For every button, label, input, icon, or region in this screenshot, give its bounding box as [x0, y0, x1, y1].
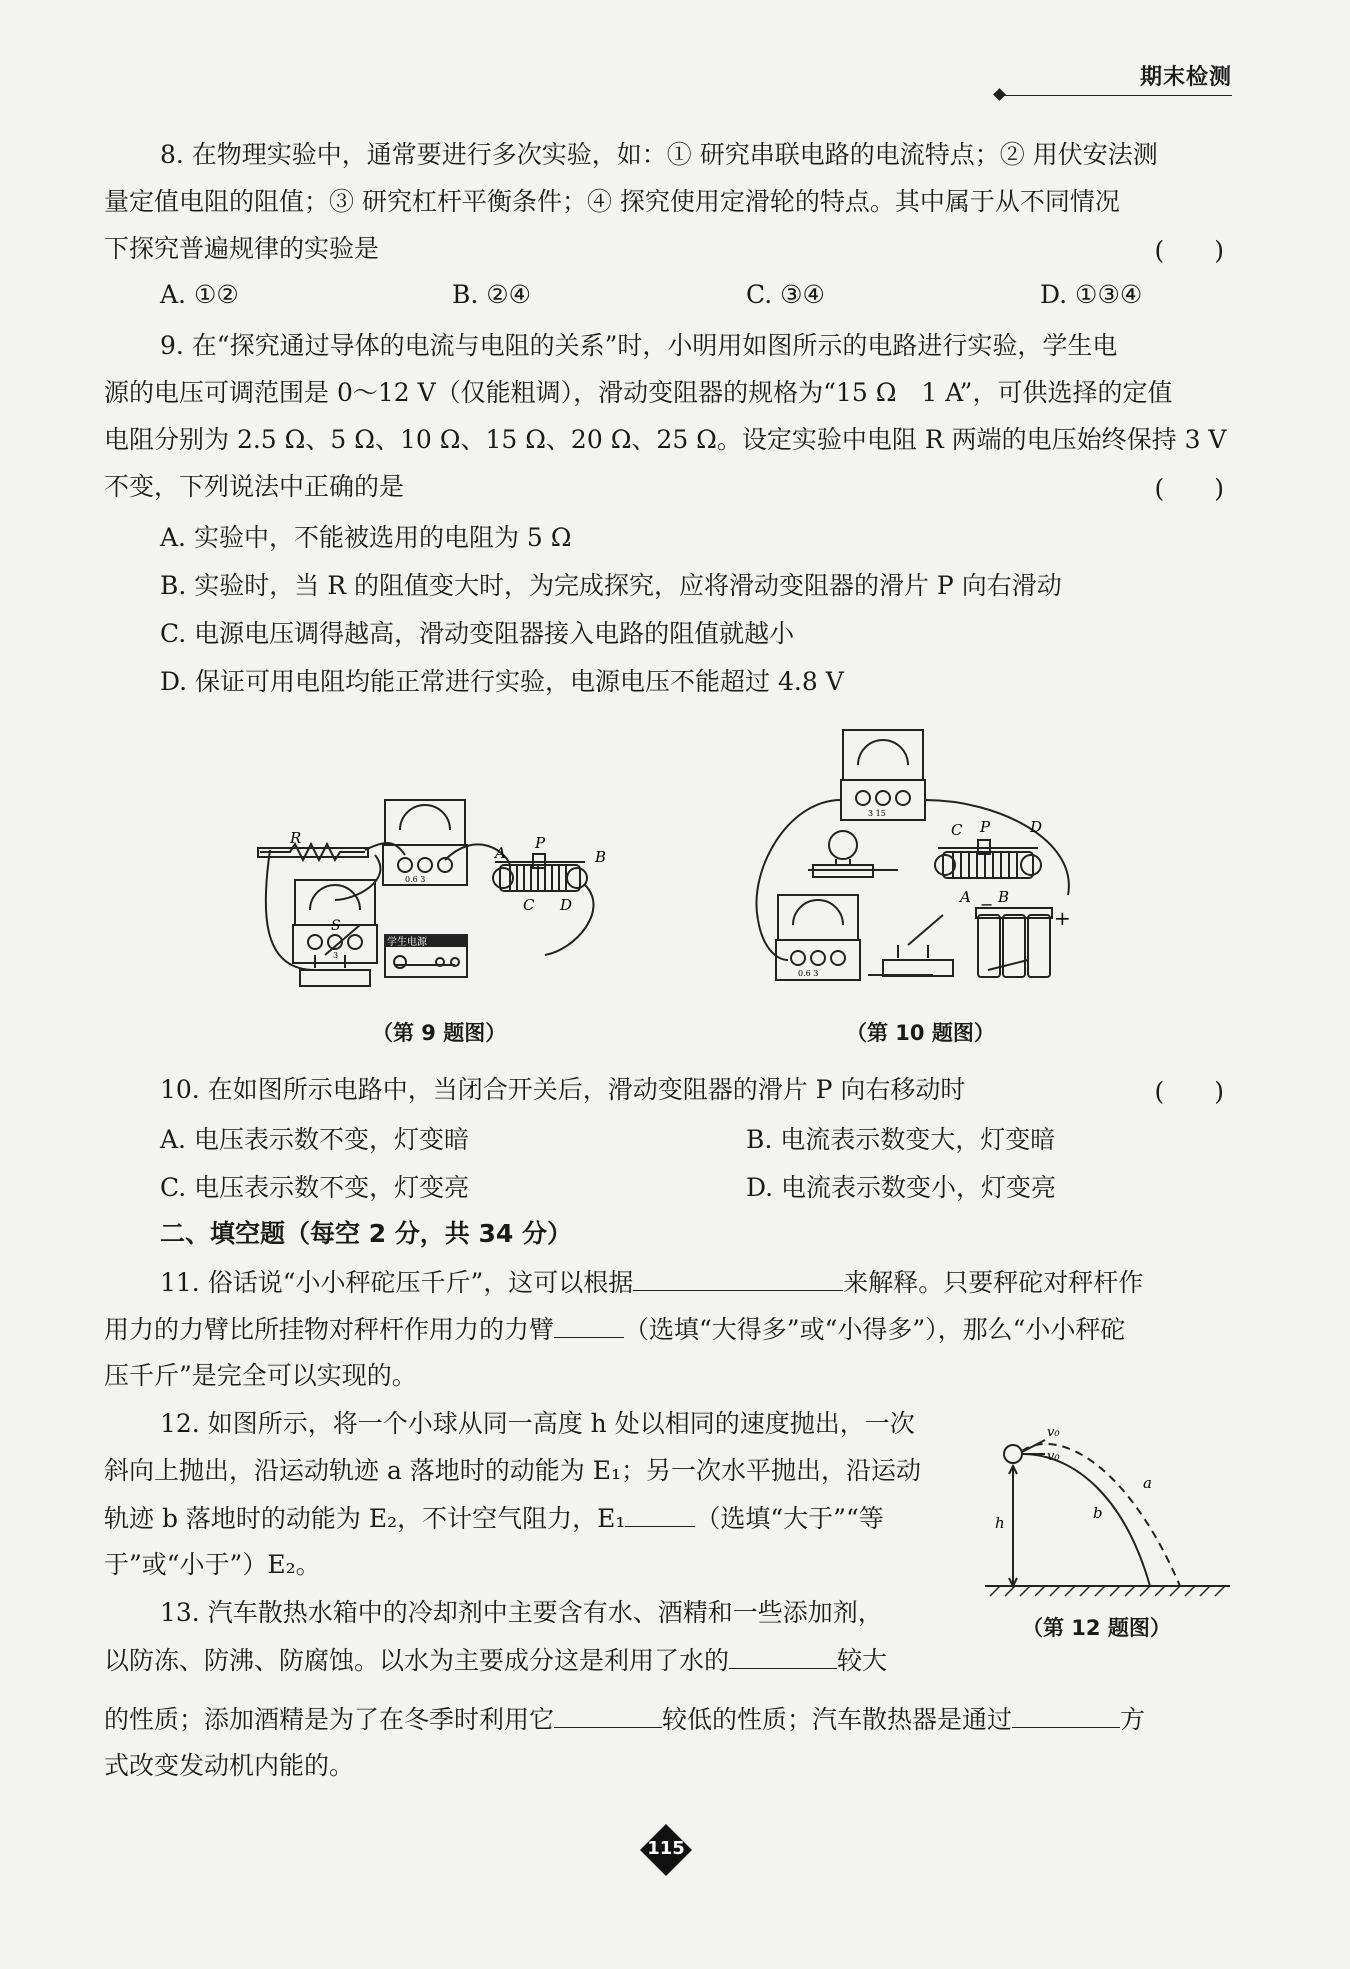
figure-9-circuit	[255, 770, 625, 1000]
q12-line-2: 斜向上抛出，沿运动轨迹 a 落地时的动能为 E₁；另一次水平抛出，沿运动	[104, 1456, 922, 1485]
fig9-label-C: C	[523, 896, 535, 914]
q11-text-1b: 来解释。只要秤砣对秤杆作	[843, 1268, 1144, 1297]
fig9-ammeter-scale: 0.6 3	[405, 875, 426, 884]
section-2-title: 二、填空题（每空 2 分，共 34 分）	[160, 1219, 573, 1248]
fig10-ammeter-scale: 0.6 3	[798, 969, 819, 978]
q11-text-2a: 用力的力臂比所挂物对秤杆作用力的力臂	[104, 1315, 555, 1344]
fig9-label-B: B	[595, 848, 607, 866]
q12-line-3	[104, 1500, 970, 1537]
q10-option-c: C. 电压表示数不变，灯变亮	[160, 1173, 470, 1202]
q8-answer-paren: ( )	[1154, 236, 1224, 265]
q11-line-2	[104, 1311, 1224, 1348]
fig10-label-P: P	[980, 818, 991, 836]
q13-text-2a: 以防冻、防沸、防腐蚀。以水为主要成分这是利用了水的	[104, 1646, 730, 1675]
q13-line-4: 式改变发动机内能的。	[104, 1751, 355, 1780]
q9-line-1: 9. 在“探究通过导体的电流与电阻的关系”时，小明用如图所示的电路进行实验，学生电	[160, 331, 1118, 360]
q13-line-1: 13. 汽车散热水箱中的冷却剂中主要含有水、酒精和一些添加剂，	[160, 1598, 883, 1627]
q8-line-1: 8. 在物理实验中，通常要进行多次实验，如：① 研究串联电路的电流特点；② 用伏安法测	[160, 140, 1158, 169]
fig9-label-D: D	[560, 896, 573, 914]
q11-text-2b: （选填“大得多”或“小得多”），那么“小小秤砣	[624, 1315, 1126, 1344]
q13-text-2b: 较大	[837, 1646, 888, 1675]
fig9-label-A: A	[495, 844, 506, 862]
q13-line-2	[104, 1642, 970, 1679]
page-number: 115	[647, 1838, 685, 1859]
q11-blank-2[interactable]	[554, 1311, 624, 1338]
figure-10-caption: （第 10 题图）	[846, 1021, 995, 1045]
q10-option-d: D. 电流表示数变小，灯变亮	[746, 1173, 1057, 1202]
figure-10-circuit	[748, 720, 1083, 1000]
q13-blank-1[interactable]	[729, 1642, 837, 1669]
header-label: 期末检测	[1139, 65, 1232, 90]
q9-option-d: D. 保证可用电阻均能正常进行实验，电源电压不能超过 4.8 V	[160, 667, 844, 696]
q9-line-3: 电阻分别为 2.5 Ω、5 Ω、10 Ω、15 Ω、20 Ω、25 Ω。设定实验中电阻 R 两端的电压始终保持 3 V	[104, 425, 1227, 454]
q9-line-2: 源的电压可调范围是 0～12 V（仅能粗调），滑动变阻器的规格为“15 Ω 1 A”，可供选择的定值	[104, 378, 1173, 407]
q8-option-d: D. ①③④	[1040, 280, 1143, 309]
q11-line-1	[160, 1264, 1224, 1301]
figure-12-trajectory	[985, 1418, 1230, 1608]
q11-text-1a: 11. 俗话说“小小秤砣压千斤”，这可以根据	[160, 1268, 634, 1297]
fig12-label-v0-lower: v₀	[1047, 1449, 1060, 1464]
fig9-supply-label: 学生电源	[387, 937, 427, 948]
fig10-label-D: D	[1030, 818, 1043, 836]
fig10-label-B: B	[998, 888, 1010, 906]
fig10-voltmeter-scale: 3 15	[868, 809, 886, 818]
q13-blank-2[interactable]	[554, 1701, 662, 1728]
q12-blank-1[interactable]	[625, 1500, 695, 1527]
figure-12-caption: （第 12 题图）	[1022, 1616, 1171, 1640]
figure-9-caption: （第 9 题图）	[372, 1021, 507, 1045]
q9-option-b: B. 实验时，当 R 的阻值变大时，为完成探究，应将滑动变阻器的滑片 P 向右滑动	[160, 571, 1062, 600]
q8-line-2: 量定值电阻的阻值；③ 研究杠杆平衡条件；④ 探究使用定滑轮的特点。其中属于从不同情况	[104, 187, 1120, 216]
q8-line-3: 下探究普遍规律的实验是	[104, 234, 380, 263]
q11-line-3: 压千斤”是完全可以实现的。	[104, 1361, 417, 1390]
fig12-label-v0-upper: v₀	[1047, 1425, 1060, 1440]
fig10-label-C: C	[951, 821, 963, 839]
q10-option-a: A. 电压表示数不变，灯变暗	[160, 1125, 469, 1154]
fig12-label-b: b	[1093, 1504, 1103, 1522]
q13-line-3	[104, 1701, 1224, 1738]
q9-answer-paren: ( )	[1154, 474, 1224, 503]
q10-line-1: 10. 在如图所示电路中，当闭合开关后，滑动变阻器的滑片 P 向右移动时	[160, 1075, 966, 1104]
fig9-label-P: P	[535, 834, 546, 852]
q10-answer-paren: ( )	[1154, 1077, 1224, 1106]
fig12-label-a: a	[1143, 1474, 1152, 1492]
q8-option-a: A. ①②	[160, 280, 239, 309]
fig12-label-h: h	[995, 1514, 1005, 1532]
fig10-label-plus: +	[1054, 906, 1071, 930]
q12-text-3b: （选填“大于”“等	[695, 1504, 884, 1533]
q13-text-3a: 的性质；添加酒精是为了在冬季时利用它	[104, 1705, 555, 1734]
fig9-label-S: S	[331, 918, 341, 934]
q9-option-a: A. 实验中，不能被选用的电阻为 5 Ω	[160, 523, 572, 552]
q13-text-3c: 方	[1120, 1705, 1146, 1734]
q8-option-b: B. ②④	[452, 280, 532, 309]
q12-text-3a: 轨迹 b 落地时的动能为 E₂，不计空气阻力，E₁	[104, 1504, 626, 1533]
q12-line-1: 12. 如图所示，将一个小球从同一高度 h 处以相同的速度抛出，一次	[160, 1409, 915, 1438]
q8-option-c: C. ③④	[746, 280, 825, 309]
q13-blank-3[interactable]	[1012, 1701, 1120, 1728]
q10-option-b: B. 电流表示数变大，灯变暗	[746, 1125, 1056, 1154]
fig10-label-minus: −	[980, 895, 994, 914]
q9-option-c: C. 电源电压调得越高，滑动变阻器接入电路的阻值就越小	[160, 619, 795, 648]
q11-blank-1[interactable]	[633, 1264, 843, 1291]
fig9-label-R: R	[290, 829, 302, 847]
diamond-icon	[993, 88, 1006, 101]
q12-line-4: 于”或“小于”）E₂。	[104, 1550, 321, 1579]
q13-text-3b: 较低的性质；汽车散热器是通过	[662, 1705, 1013, 1734]
header-rule	[1000, 95, 1232, 96]
fig9-voltmeter-scale: 3	[333, 951, 339, 960]
q9-line-4: 不变，下列说法中正确的是	[104, 472, 405, 501]
fig10-label-A: A	[960, 888, 971, 906]
